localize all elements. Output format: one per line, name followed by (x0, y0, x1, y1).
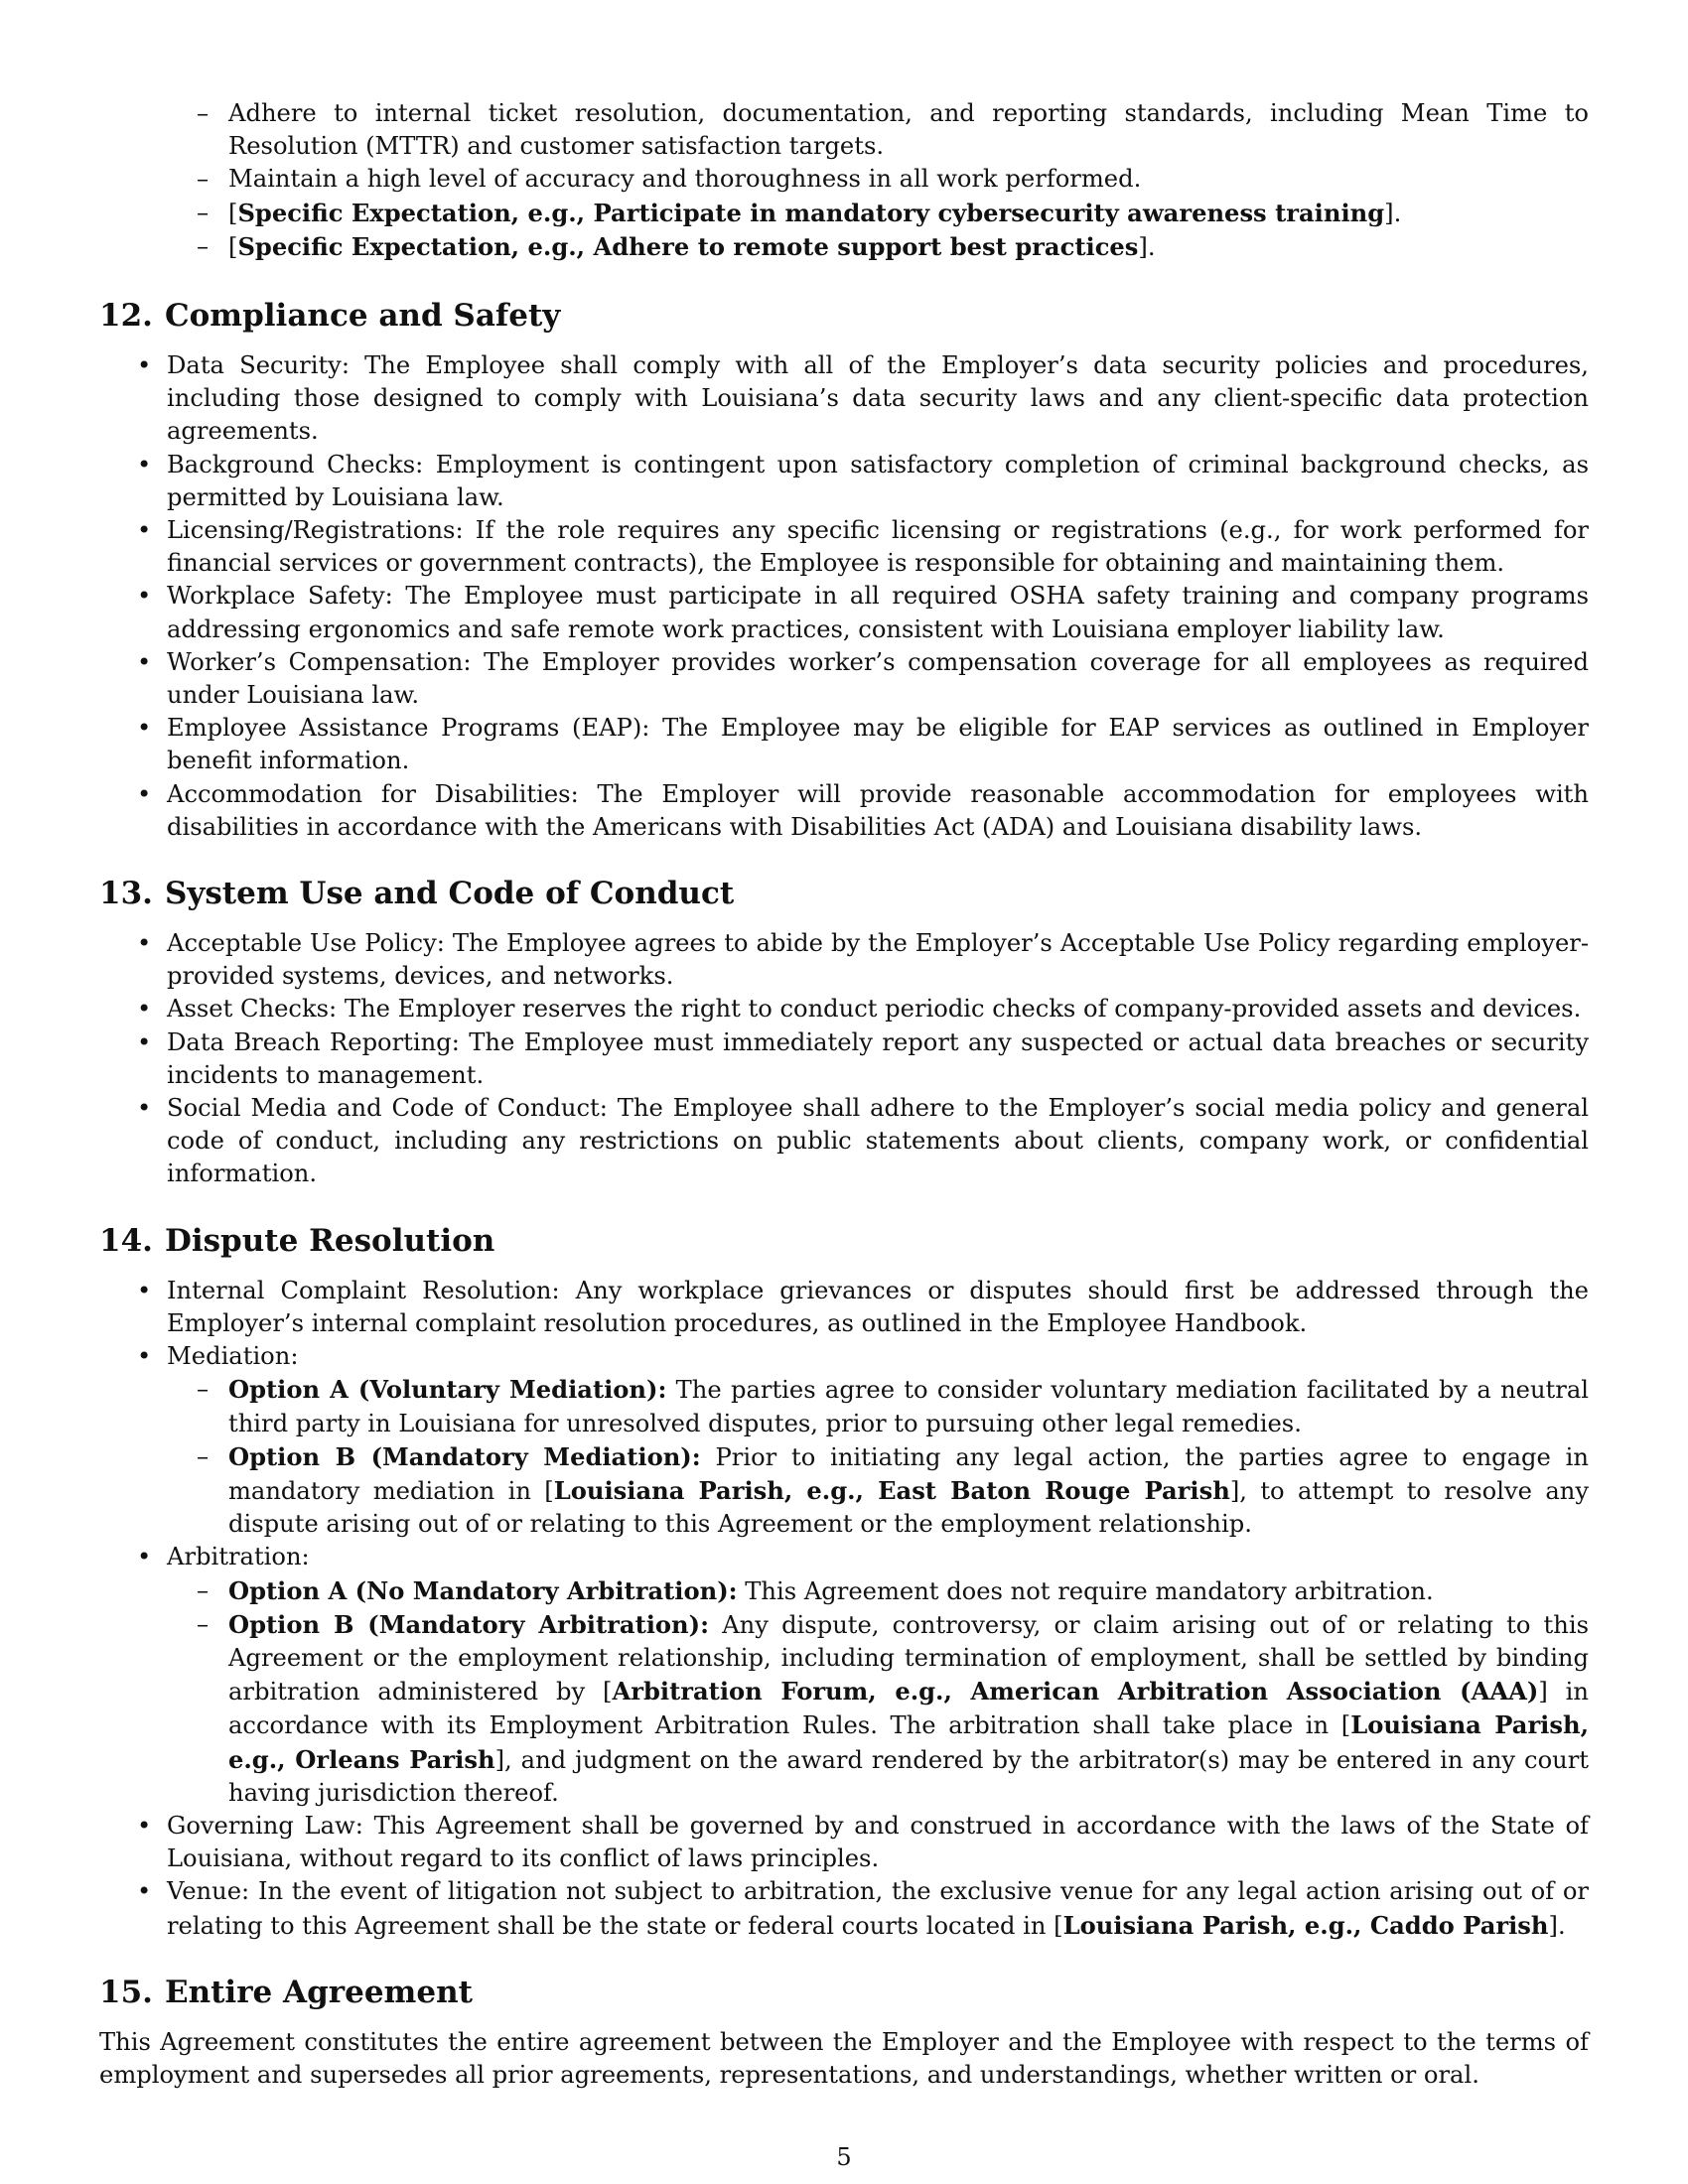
list-item: – Option A (No Mandatory Arbitration): This Agreement does not require mandatory arbitration. (228, 1574, 1589, 1608)
list-item: • Data Breach Reporting: The Employee must immediately report any suspected or actual data breaches or security incidents to management. (167, 1026, 1589, 1092)
page-number: 5 (836, 2143, 852, 2171)
mediation-options (167, 1373, 1589, 1541)
list-item: • Social Media and Code of Conduct: The Employee shall adhere to the Employer’s social media policy and general code of conduct, including any restrictions on public statements about clients, company work, or confidential information. (167, 1092, 1589, 1191)
entire-agreement-text: This Agreement constitutes the entire agreement between the Employer and the Employee with respect to the terms of employment and supersedes all prior agreements, representations, and understandings, whether written or oral. (99, 2027, 1589, 2089)
list-item: – Option B (Mandatory Arbitration): Any dispute, controversy, or claim arising out of or relating to this Agreement or the employment relationship, including termination of employment, shall be settled by binding arbitration administered by [Arbitration Forum, e.g., American Arbitration Association (AAA)] in accordance with its Employment Arbitration Rules. The arbitration shall take place in [Louisiana Parish, e.g., Orleans Parish], and judgment on the award rendered by the arbitrator(s) may be entered in any court having jurisdiction thereof. (228, 1608, 1589, 1810)
list-item: – Option A (Voluntary Mediation): The parties agree to consider voluntary mediation facilitated by a neutral third party in Louisiana for unresolved disputes, prior to pursuing other legal remedies. (228, 1373, 1589, 1439)
list-item: • Arbitration: – Option A (No Mandatory Arbitration): This Agreement does not require mandatory arbitration. – Option B (Mandatory Arbitration): Any dispute, controversy, or claim arising out of or relating to this Agreement or the employment relationship, including termination of employment, shall be settled by binding arbitration administered by [Arbitration Forum, e.g., American Arbitration Association (AAA)] in accordance with its Employment Arbitration Rules. The arbitration shall take place in [Louisiana Parish, e.g., Orleans Parish], and judgment on the award rendered by the arbitrator(s) may be entered in any court having jurisdiction thereof. (167, 1541, 1589, 1810)
section-heading-compliance-safety: 12. Compliance and Safety (99, 298, 561, 335)
list-item: • Data Security: The Employee shall comply with all of the Employer’s data security policies and procedures, including those designed to comply with Louisiana’s data security laws and any client-specific data protection agreements. (167, 349, 1589, 449)
section-heading-dispute-resolution: 14. Dispute Resolution (99, 1222, 495, 1259)
list-item: – [Specific Expectation, e.g., Participate in mandatory cybersecurity awareness training]. (228, 197, 1589, 230)
list-item: – Adhere to internal ticket resolution, documentation, and reporting standards, including Mean Time to Resolution (MTTR) and customer satisfaction targets. (228, 97, 1589, 163)
list-item: • Asset Checks: The Employer reserves the right to conduct periodic checks of company-provided assets and devices. (167, 993, 1589, 1025)
placeholder-text: Specific Expectation, e.g., Participate in mandatory cybersecurity awareness training (237, 198, 1385, 227)
list-item: • Accommodation for Disabilities: The Employer will provide reasonable accommodation for employees with disabilities in accordance with the Americans with Disabilities Act (ADA) and Louisiana disability laws. (167, 778, 1589, 844)
placeholder-text: Specific Expectation, e.g., Adhere to remote support best practices (237, 231, 1139, 261)
list-item: • Worker’s Compensation: The Employer provides worker’s compensation coverage for all employees as required under Louisiana law. (167, 646, 1589, 712)
document-page (99, 97, 1589, 2092)
list-item: • Governing Law: This Agreement shall be governed by and construed in accordance with the laws of the State of Louisiana, without regard to its conflict of laws principles. (167, 1810, 1589, 1875)
list-item: • Background Checks: Employment is contingent upon satisfactory completion of criminal background checks, as permitted by Louisiana law. (167, 449, 1589, 514)
dispute-list (99, 1275, 1589, 1943)
list-item: – Maintain a high level of accuracy and thoroughness in all work performed. (228, 163, 1589, 196)
list-item: • Acceptable Use Policy: The Employee agrees to abide by the Employer’s Acceptable Use Policy regarding employer-provided systems, devices, and networks. (167, 927, 1589, 993)
expectations-list (99, 97, 1589, 264)
list-item: • Mediation: – Option A (Voluntary Mediation): The parties agree to consider voluntary mediation facilitated by a neutral third party in Louisiana for unresolved disputes, prior to pursuing other legal remedies. – Option B (Mandatory Mediation): Prior to initiating any legal action, the parties agree to engage in mandatory mediation in [Louisiana Parish, e.g., East Baton Rouge Parish], to attempt to resolve any dispute arising out of or relating to this Agreement or the employment relationship. (167, 1340, 1589, 1541)
compliance-list (99, 349, 1589, 844)
section-heading-entire-agreement: 15. Entire Agreement (99, 1974, 473, 2010)
list-item: • Venue: In the event of litigation not subject to arbitration, the exclusive venue for any legal action arising out of or relating to this Agreement shall be the state or federal courts located in [Louisiana Parish, e.g., Caddo Parish]. (167, 1875, 1589, 1942)
list-item: • Employee Assistance Programs (EAP): The Employee may be eligible for EAP services as outlined in Employer benefit information. (167, 712, 1589, 777)
list-item: – [Specific Expectation, e.g., Adhere to remote support best practices]. (228, 230, 1589, 264)
system-use-list (99, 927, 1589, 1191)
list-item: • Licensing/Registrations: If the role requires any specific licensing or registrations (e.g., for work performed for financial services or government contracts), the Employee is responsible for obtaining and maintaining them. (167, 514, 1589, 580)
list-item: – Option B (Mandatory Mediation): Prior to initiating any legal action, the parties agree to engage in mandatory mediation in [Louisiana Parish, e.g., East Baton Rouge Parish], to attempt to resolve any dispute arising out of or relating to this Agreement or the employment relationship. (228, 1440, 1589, 1542)
list-item: • Internal Complaint Resolution: Any workplace grievances or disputes should first be addressed through the Employer’s internal complaint resolution procedures, as outlined in the Employee Handbook. (167, 1275, 1589, 1340)
list-item: • Workplace Safety: The Employee must participate in all required OSHA safety training and company programs addressing ergonomics and safe remote work practices, consistent with Louisiana employer liability law. (167, 580, 1589, 645)
section-heading-system-use: 13. System Use and Code of Conduct (99, 876, 735, 912)
arbitration-options (167, 1574, 1589, 1810)
